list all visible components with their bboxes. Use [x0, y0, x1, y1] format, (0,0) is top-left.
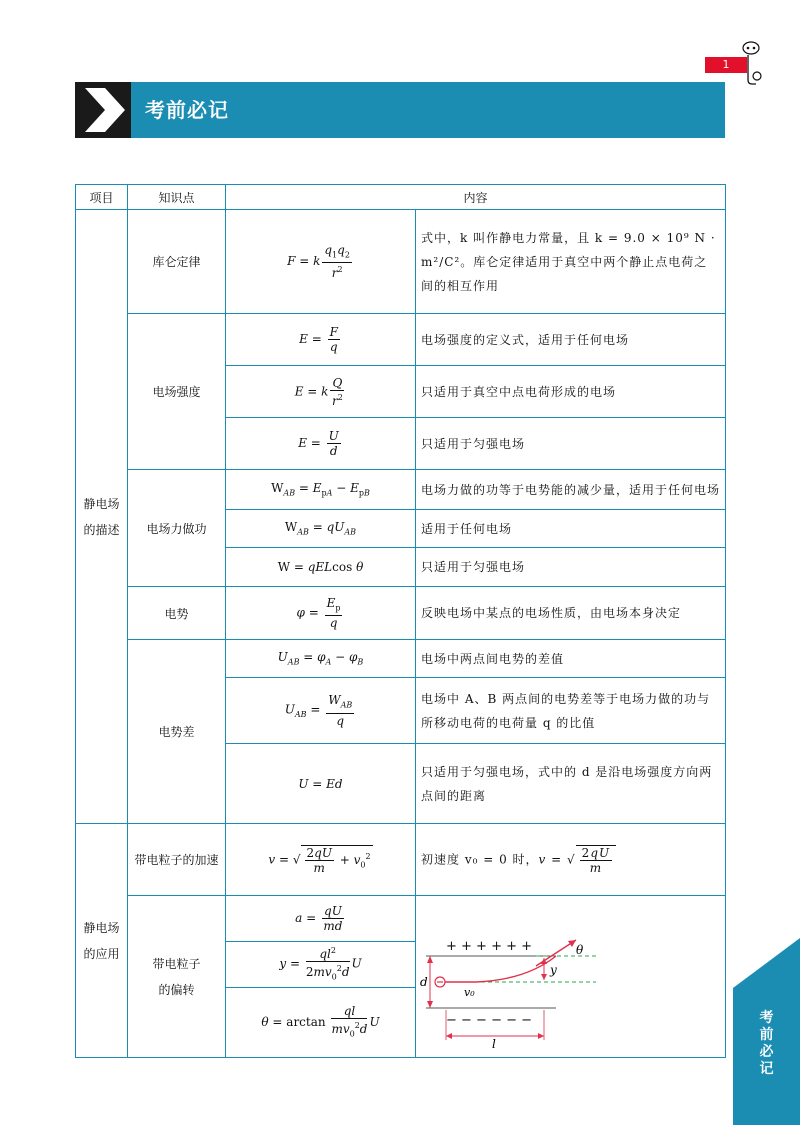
- topic-potential-diff: 电势差: [128, 640, 226, 824]
- deflection-diagram-cell: [416, 896, 726, 1058]
- table-row: [76, 314, 726, 366]
- formula-u-ed: U = Ed: [226, 744, 416, 824]
- formula-phi: φ = $\frac{E_p}{q}$: [226, 587, 416, 640]
- desc-w-qu: 适用于任何电场: [416, 510, 726, 548]
- desc-w-qel: 只适用于匀强电场: [416, 548, 726, 587]
- title-banner: [75, 82, 725, 138]
- table-row: [76, 824, 726, 896]
- desc-e-uniform: 只适用于匀强电场: [416, 418, 726, 470]
- header-point: 知识点: [128, 185, 226, 210]
- formula-deflect-theta: θ = arctan $\frac{ql}{mv_0^2d}$ U: [226, 988, 416, 1058]
- desc-coulomb: 式中，k 叫作静电力常量，且 k = 9.0 × 10⁹ N · m²/C²。库仑定律适用于真空中两个静止点电荷之间的相互作用: [416, 210, 726, 314]
- deflection-diagram: [416, 900, 716, 1050]
- desc-e-def: 电场强度的定义式，适用于任何电场: [416, 314, 726, 366]
- table-row: [76, 640, 726, 678]
- side-tab-label: 考 前 必 记: [759, 1010, 774, 1077]
- formula-deflect-y: y = $\frac{ql^2}{2mv_0^2d}$ U: [226, 942, 416, 988]
- desc-accel: 初速度 v₀ = 0 时，v = √ $\frac{2qU}{m}$: [416, 824, 726, 896]
- formula-e-point: E = k $\frac{Q}{r^2}$: [226, 366, 416, 418]
- formula-w-qel: W = qELcos θ: [226, 548, 416, 587]
- desc-phi: 反映电场中某点的电场性质，由电场本身决定: [416, 587, 726, 640]
- group-description: 静电场 的描述: [76, 210, 128, 824]
- formula-e-uniform: E = $\frac{U}{d}$: [226, 418, 416, 470]
- formula-u-phi: $U_{AB} = \varphi_A - \varphi_B$: [226, 640, 416, 678]
- desc-u-phi: 电场中两点间电势的差值: [416, 640, 726, 678]
- side-tab: [733, 938, 800, 1125]
- chevron-icon: [75, 82, 131, 138]
- group-application: 静电场 的应用: [76, 824, 128, 1058]
- table-row: [76, 587, 726, 640]
- plus-row: + + + + + +: [446, 939, 533, 954]
- table-row: [76, 896, 726, 942]
- desc-u-w: 电场中 A、B 两点间的电势差等于电场力做的功与所移动电荷的电荷量 q 的比值: [416, 678, 726, 744]
- topic-potential: 电势: [128, 587, 226, 640]
- desc-u-ed: 只适用于匀强电场，式中的 d 是沿电场强度方向两点间的距离: [416, 744, 726, 824]
- table-row: [76, 470, 726, 510]
- formula-coulomb: F = k $\frac{q_1q_2}{r^2}$: [226, 210, 416, 314]
- formula-w-ep: $W_{AB} = E_{pA} - E_{pB}$: [226, 470, 416, 510]
- header-content: 内容: [226, 185, 726, 210]
- knowledge-table: [75, 184, 726, 1058]
- label-y: y: [550, 963, 557, 977]
- desc-w-ep: 电场力做的功等于电势能的减少量，适用于任何电场: [416, 470, 726, 510]
- formula-accel-a: a = $\frac{qU}{md}$: [226, 896, 416, 942]
- topic-coulomb: 库仑定律: [128, 210, 226, 314]
- label-d: d: [420, 975, 428, 989]
- topic-deflection: 带电粒子 的偏转: [128, 896, 226, 1058]
- formula-w-qu: $W_{AB} = qU_{AB}$: [226, 510, 416, 548]
- label-theta: θ: [576, 943, 584, 957]
- label-v0: v₀: [464, 986, 475, 999]
- page-number: 1: [705, 57, 747, 73]
- topic-acceleration: 带电粒子的加速: [128, 824, 226, 896]
- page-title: 考前必记: [145, 98, 229, 122]
- formula-u-w: $U_{AB}$ = $\frac{W_{AB}}{q}$: [226, 678, 416, 744]
- minus-row: − − − − − −: [446, 1013, 533, 1028]
- mascot-icon: [740, 40, 770, 86]
- formula-e-def: E = $\frac{F}{q}$: [226, 314, 416, 366]
- formula-accel: v = √ $\frac{2qU}{m}$ + $v_0^2$: [226, 824, 416, 896]
- label-l: l: [492, 1037, 496, 1050]
- topic-field-strength: 电场强度: [128, 314, 226, 470]
- desc-e-point: 只适用于真空中点电荷形成的电场: [416, 366, 726, 418]
- table-row: [76, 210, 726, 314]
- header-item: 项目: [76, 185, 128, 210]
- table-header: [76, 185, 726, 210]
- topic-work: 电场力做功: [128, 470, 226, 587]
